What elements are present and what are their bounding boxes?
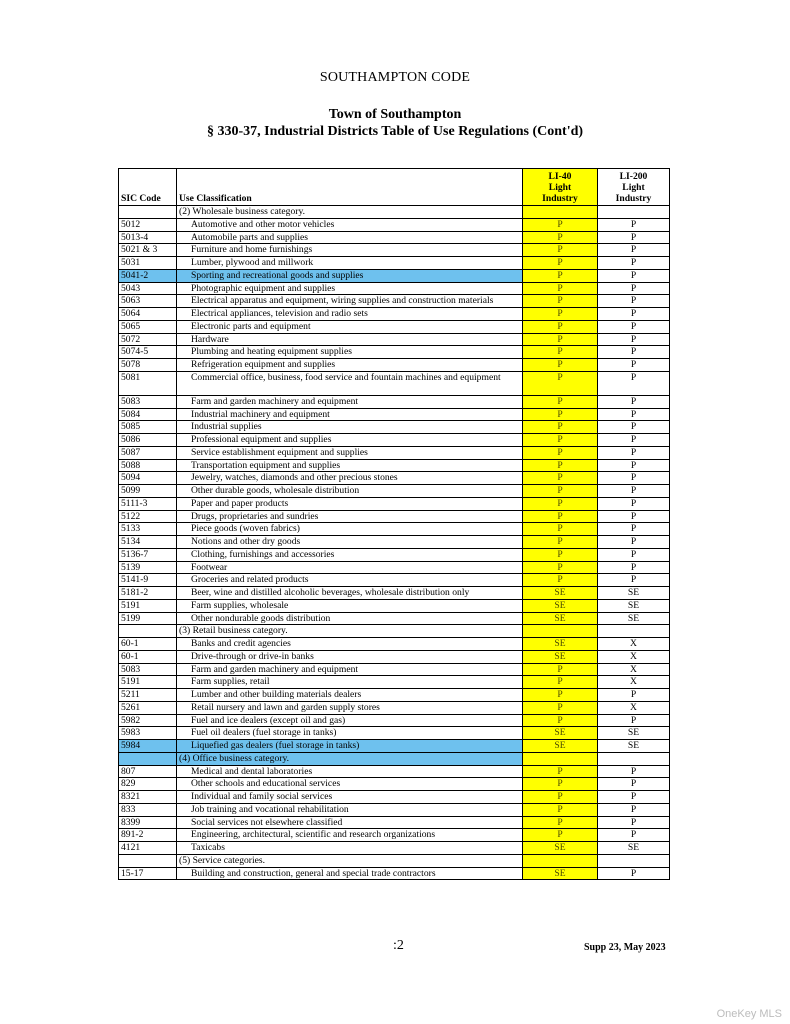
table-row bbox=[119, 561, 670, 574]
li40-cell: SE bbox=[523, 842, 598, 855]
sic-code-cell: 5139 bbox=[119, 561, 177, 574]
table-row bbox=[119, 408, 670, 421]
li200-cell: P bbox=[598, 561, 670, 574]
use-classification-cell: Lumber and other building materials dealers bbox=[177, 689, 523, 702]
li40-cell: P bbox=[523, 765, 598, 778]
sic-code-cell: 5133 bbox=[119, 523, 177, 536]
use-classification-cell: Building and construction, general and special trade contractors bbox=[177, 867, 523, 880]
use-classification-cell: Industrial machinery and equipment bbox=[177, 408, 523, 421]
li200-cell: P bbox=[598, 803, 670, 816]
li200-cell: SE bbox=[598, 842, 670, 855]
use-classification-cell: Footwear bbox=[177, 561, 523, 574]
li200-cell: P bbox=[598, 472, 670, 485]
use-classification-cell: Electrical apparatus and equipment, wiring supplies and construction materials bbox=[177, 295, 523, 308]
li200-cell: X bbox=[598, 650, 670, 663]
sic-code-cell bbox=[119, 206, 177, 219]
table-row bbox=[119, 803, 670, 816]
li200-cell: P bbox=[598, 548, 670, 561]
li40-cell: P bbox=[523, 371, 598, 395]
section-title: § 330-37, Industrial Districts Table of Use Regulations (Cont'd) bbox=[206, 124, 584, 139]
li40-cell: P bbox=[523, 320, 598, 333]
header-li200-line: LI-200 bbox=[619, 171, 648, 182]
table-row bbox=[119, 497, 670, 510]
use-classification-cell: Drugs, proprietaries and sundries bbox=[177, 510, 523, 523]
sic-code-cell: 5191 bbox=[119, 676, 177, 689]
li200-cell: SE bbox=[598, 740, 670, 753]
use-classification-cell: Piece goods (woven fabrics) bbox=[177, 523, 523, 536]
town-title: Town of Southampton bbox=[328, 107, 462, 122]
li40-cell: P bbox=[523, 574, 598, 587]
sic-code-cell: 5099 bbox=[119, 485, 177, 498]
table-row bbox=[119, 778, 670, 791]
li40-cell: P bbox=[523, 714, 598, 727]
li40-cell: P bbox=[523, 803, 598, 816]
table-row bbox=[119, 663, 670, 676]
sic-code-cell: 5021 & 3 bbox=[119, 244, 177, 257]
table-row bbox=[119, 446, 670, 459]
table-row bbox=[119, 244, 670, 257]
table-row bbox=[119, 231, 670, 244]
li40-cell: P bbox=[523, 472, 598, 485]
use-classification-cell: (3) Retail business category. bbox=[177, 625, 523, 638]
use-classification-cell: Farm and garden machinery and equipment bbox=[177, 663, 523, 676]
use-classification-cell: Automobile parts and supplies bbox=[177, 231, 523, 244]
li40-cell: P bbox=[523, 446, 598, 459]
use-classification-cell: Individual and family social services bbox=[177, 791, 523, 804]
table-row bbox=[119, 282, 670, 295]
sic-code-cell: 60-1 bbox=[119, 638, 177, 651]
category-row bbox=[119, 854, 670, 867]
li200-cell: P bbox=[598, 829, 670, 842]
li200-cell bbox=[598, 854, 670, 867]
use-classification-cell: Furniture and home furnishings bbox=[177, 244, 523, 257]
li200-cell: X bbox=[598, 663, 670, 676]
use-classification-cell: Sporting and recreational goods and supplies bbox=[177, 269, 523, 282]
sic-code-cell: 5084 bbox=[119, 408, 177, 421]
li200-cell: P bbox=[598, 308, 670, 321]
sic-code-cell: 5094 bbox=[119, 472, 177, 485]
li40-cell: P bbox=[523, 408, 598, 421]
li40-cell: SE bbox=[523, 727, 598, 740]
table-row bbox=[119, 218, 670, 231]
li200-cell: P bbox=[598, 371, 670, 395]
table-row bbox=[119, 599, 670, 612]
table-row bbox=[119, 485, 670, 498]
li40-cell: P bbox=[523, 689, 598, 702]
table-header-row bbox=[119, 169, 670, 206]
li40-cell: P bbox=[523, 218, 598, 231]
sic-code-cell: 5083 bbox=[119, 663, 177, 676]
li200-cell bbox=[598, 206, 670, 219]
sic-code-cell bbox=[119, 625, 177, 638]
li200-cell: P bbox=[598, 244, 670, 257]
supplement-label: Supp 23, May 2023 bbox=[584, 942, 666, 953]
table-row bbox=[119, 650, 670, 663]
table-row bbox=[119, 434, 670, 447]
li200-cell: SE bbox=[598, 612, 670, 625]
li40-cell: P bbox=[523, 333, 598, 346]
table-row bbox=[119, 333, 670, 346]
table-row bbox=[119, 548, 670, 561]
use-classification-cell: Other nondurable goods distribution bbox=[177, 612, 523, 625]
sic-code-cell: 5083 bbox=[119, 395, 177, 408]
code-title: SOUTHAMPTON CODE bbox=[319, 70, 471, 85]
table-row bbox=[119, 269, 670, 282]
use-classification-cell: (4) Office business category. bbox=[177, 752, 523, 765]
li200-cell: P bbox=[598, 320, 670, 333]
li40-cell: P bbox=[523, 663, 598, 676]
table-row bbox=[119, 459, 670, 472]
sic-code-cell: 5078 bbox=[119, 359, 177, 372]
sic-code-cell: 5031 bbox=[119, 257, 177, 270]
li40-cell bbox=[523, 854, 598, 867]
li40-cell: P bbox=[523, 778, 598, 791]
sic-code-cell: 5181-2 bbox=[119, 587, 177, 600]
use-classification-cell: Banks and credit agencies bbox=[177, 638, 523, 651]
table-row bbox=[119, 308, 670, 321]
category-row bbox=[119, 625, 670, 638]
li200-cell: P bbox=[598, 689, 670, 702]
use-classification-cell: Refrigeration equipment and supplies bbox=[177, 359, 523, 372]
li40-cell: P bbox=[523, 421, 598, 434]
li40-cell: SE bbox=[523, 867, 598, 880]
use-classification-cell: Jewelry, watches, diamonds and other precious stones bbox=[177, 472, 523, 485]
li200-cell: X bbox=[598, 676, 670, 689]
li40-cell bbox=[523, 206, 598, 219]
sic-code-cell: 5134 bbox=[119, 536, 177, 549]
li200-cell: P bbox=[598, 408, 670, 421]
li40-cell: P bbox=[523, 359, 598, 372]
use-classification-cell: Taxicabs bbox=[177, 842, 523, 855]
li40-cell: P bbox=[523, 459, 598, 472]
table-row bbox=[119, 510, 670, 523]
li40-cell: P bbox=[523, 244, 598, 257]
li40-cell: SE bbox=[523, 740, 598, 753]
header-li200-line: Light bbox=[622, 182, 645, 193]
use-classification-cell: Social services not elsewhere classified bbox=[177, 816, 523, 829]
li200-cell: SE bbox=[598, 587, 670, 600]
use-classification-cell: Liquefied gas dealers (fuel storage in tanks) bbox=[177, 740, 523, 753]
use-classification-cell: Lumber, plywood and millwork bbox=[177, 257, 523, 270]
table-row bbox=[119, 472, 670, 485]
use-classification-cell: Fuel and ice dealers (except oil and gas) bbox=[177, 714, 523, 727]
sic-code-cell: 5983 bbox=[119, 727, 177, 740]
table-row bbox=[119, 689, 670, 702]
li40-cell: P bbox=[523, 231, 598, 244]
use-classification-cell: Hardware bbox=[177, 333, 523, 346]
sic-code-cell: 15-17 bbox=[119, 867, 177, 880]
li200-cell: X bbox=[598, 638, 670, 651]
li200-cell: P bbox=[598, 778, 670, 791]
use-classification-cell: Notions and other dry goods bbox=[177, 536, 523, 549]
table-row bbox=[119, 791, 670, 804]
use-classification-cell: Farm and garden machinery and equipment bbox=[177, 395, 523, 408]
sic-code-cell: 5085 bbox=[119, 421, 177, 434]
use-classification-cell: Service establishment equipment and supplies bbox=[177, 446, 523, 459]
li40-cell: P bbox=[523, 434, 598, 447]
li40-cell: P bbox=[523, 346, 598, 359]
li200-cell: P bbox=[598, 421, 670, 434]
use-classification-cell: Drive-through or drive-in banks bbox=[177, 650, 523, 663]
use-classification-cell: Paper and paper products bbox=[177, 497, 523, 510]
li200-cell: P bbox=[598, 359, 670, 372]
sic-code-cell: 5982 bbox=[119, 714, 177, 727]
sic-code-cell: 5086 bbox=[119, 434, 177, 447]
li40-cell: P bbox=[523, 536, 598, 549]
sic-code-cell: 5012 bbox=[119, 218, 177, 231]
sic-code-cell: 5088 bbox=[119, 459, 177, 472]
sic-code-cell: 8321 bbox=[119, 791, 177, 804]
li200-cell: P bbox=[598, 765, 670, 778]
header-li40-line: LI-40 bbox=[548, 171, 572, 182]
table-row bbox=[119, 612, 670, 625]
li40-cell: P bbox=[523, 485, 598, 498]
sic-code-cell: 829 bbox=[119, 778, 177, 791]
category-row bbox=[119, 752, 670, 765]
table-row bbox=[119, 765, 670, 778]
li40-cell: P bbox=[523, 510, 598, 523]
sic-code-cell: 5136-7 bbox=[119, 548, 177, 561]
use-classification-cell: Other durable goods, wholesale distribution bbox=[177, 485, 523, 498]
use-regulations-table bbox=[118, 168, 670, 880]
sic-code-cell: 5064 bbox=[119, 308, 177, 321]
sic-code-cell: 5043 bbox=[119, 282, 177, 295]
sic-code-cell: 60-1 bbox=[119, 650, 177, 663]
li40-cell: P bbox=[523, 395, 598, 408]
use-classification-cell: Plumbing and heating equipment supplies bbox=[177, 346, 523, 359]
li40-cell: P bbox=[523, 701, 598, 714]
use-classification-cell: Other schools and educational services bbox=[177, 778, 523, 791]
sic-code-cell: 5122 bbox=[119, 510, 177, 523]
li40-cell: P bbox=[523, 791, 598, 804]
header-li200 bbox=[598, 169, 670, 206]
li200-cell: SE bbox=[598, 727, 670, 740]
header-li40-line: Industry bbox=[542, 193, 578, 204]
li40-cell: P bbox=[523, 561, 598, 574]
header-li40-line: Light bbox=[548, 182, 572, 193]
li40-cell: P bbox=[523, 308, 598, 321]
use-classification-cell: Photographic equipment and supplies bbox=[177, 282, 523, 295]
table-row bbox=[119, 536, 670, 549]
table-row bbox=[119, 346, 670, 359]
sic-code-cell: 4121 bbox=[119, 842, 177, 855]
li200-cell: P bbox=[598, 510, 670, 523]
use-classification-cell: (2) Wholesale business category. bbox=[177, 206, 523, 219]
sic-code-cell: 5074-5 bbox=[119, 346, 177, 359]
li40-cell: SE bbox=[523, 587, 598, 600]
sic-code-cell: 5984 bbox=[119, 740, 177, 753]
sic-code-cell: 8399 bbox=[119, 816, 177, 829]
table-row bbox=[119, 320, 670, 333]
sic-code-cell: 5041-2 bbox=[119, 269, 177, 282]
use-classification-cell: Farm supplies, wholesale bbox=[177, 599, 523, 612]
table-row bbox=[119, 395, 670, 408]
use-classification-cell: Electrical appliances, television and radio sets bbox=[177, 308, 523, 321]
use-classification-cell: Job training and vocational rehabilitation bbox=[177, 803, 523, 816]
li40-cell: P bbox=[523, 497, 598, 510]
li40-cell: P bbox=[523, 295, 598, 308]
table-row bbox=[119, 523, 670, 536]
use-classification-cell: Clothing, furnishings and accessories bbox=[177, 548, 523, 561]
li200-cell: P bbox=[598, 346, 670, 359]
li200-cell bbox=[598, 625, 670, 638]
header-li200-line: Industry bbox=[615, 193, 652, 204]
li200-cell: P bbox=[598, 395, 670, 408]
li200-cell: P bbox=[598, 434, 670, 447]
table-row bbox=[119, 371, 670, 395]
use-classification-cell: Automotive and other motor vehicles bbox=[177, 218, 523, 231]
table-row bbox=[119, 714, 670, 727]
li200-cell: P bbox=[598, 714, 670, 727]
use-classification-cell: (5) Service categories. bbox=[177, 854, 523, 867]
li200-cell: SE bbox=[598, 599, 670, 612]
use-classification-cell: Beer, wine and distilled alcoholic beverages, wholesale distribution only bbox=[177, 587, 523, 600]
use-classification-cell: Groceries and related products bbox=[177, 574, 523, 587]
use-classification-cell: Engineering, architectural, scientific and research organizations bbox=[177, 829, 523, 842]
page-number: :2 bbox=[393, 938, 404, 953]
li200-cell: P bbox=[598, 459, 670, 472]
table-row bbox=[119, 676, 670, 689]
sic-code-cell: 5199 bbox=[119, 612, 177, 625]
sic-code-cell bbox=[119, 854, 177, 867]
use-classification-cell: Industrial supplies bbox=[177, 421, 523, 434]
use-classification-cell: Fuel oil dealers (fuel storage in tanks) bbox=[177, 727, 523, 740]
li200-cell: P bbox=[598, 791, 670, 804]
sic-code-cell: 5111-3 bbox=[119, 497, 177, 510]
li200-cell: P bbox=[598, 295, 670, 308]
use-classification-cell: Commercial office, business, food service and fountain machines and equipment bbox=[177, 371, 523, 395]
li40-cell: SE bbox=[523, 612, 598, 625]
watermark: OneKey MLS bbox=[716, 1008, 782, 1020]
table-row bbox=[119, 574, 670, 587]
table-row bbox=[119, 842, 670, 855]
sic-code-cell: 891-2 bbox=[119, 829, 177, 842]
table-row bbox=[119, 295, 670, 308]
use-classification-cell: Farm supplies, retail bbox=[177, 676, 523, 689]
li200-cell: P bbox=[598, 446, 670, 459]
li40-cell bbox=[523, 752, 598, 765]
table-row bbox=[119, 701, 670, 714]
li200-cell: P bbox=[598, 282, 670, 295]
header-sic-code: SIC Code bbox=[119, 169, 177, 206]
table-row bbox=[119, 816, 670, 829]
li200-cell: P bbox=[598, 333, 670, 346]
li200-cell: P bbox=[598, 485, 670, 498]
li200-cell: P bbox=[598, 523, 670, 536]
sic-code-cell: 5191 bbox=[119, 599, 177, 612]
li40-cell bbox=[523, 625, 598, 638]
li200-cell: P bbox=[598, 816, 670, 829]
table-row bbox=[119, 829, 670, 842]
category-row bbox=[119, 206, 670, 219]
table-row bbox=[119, 257, 670, 270]
sic-code-cell: 833 bbox=[119, 803, 177, 816]
use-classification-cell: Professional equipment and supplies bbox=[177, 434, 523, 447]
li200-cell: P bbox=[598, 574, 670, 587]
table-row bbox=[119, 421, 670, 434]
sic-code-cell: 5141-9 bbox=[119, 574, 177, 587]
li200-cell: X bbox=[598, 701, 670, 714]
li200-cell: P bbox=[598, 497, 670, 510]
sic-code-cell: 5261 bbox=[119, 701, 177, 714]
li40-cell: P bbox=[523, 829, 598, 842]
li40-cell: P bbox=[523, 816, 598, 829]
table-row bbox=[119, 867, 670, 880]
use-classification-cell: Electronic parts and equipment bbox=[177, 320, 523, 333]
header-li40 bbox=[523, 169, 598, 206]
li40-cell: P bbox=[523, 282, 598, 295]
li40-cell: P bbox=[523, 257, 598, 270]
sic-code-cell bbox=[119, 752, 177, 765]
sic-code-cell: 5072 bbox=[119, 333, 177, 346]
sic-code-cell: 5081 bbox=[119, 371, 177, 395]
li200-cell: P bbox=[598, 536, 670, 549]
li40-cell: P bbox=[523, 548, 598, 561]
sic-code-cell: 5063 bbox=[119, 295, 177, 308]
li40-cell: SE bbox=[523, 599, 598, 612]
table-row bbox=[119, 740, 670, 753]
sic-code-cell: 5211 bbox=[119, 689, 177, 702]
sic-code-cell: 5087 bbox=[119, 446, 177, 459]
li40-cell: P bbox=[523, 676, 598, 689]
sic-code-cell: 5013-4 bbox=[119, 231, 177, 244]
use-classification-cell: Retail nursery and lawn and garden supply stores bbox=[177, 701, 523, 714]
li200-cell: P bbox=[598, 867, 670, 880]
table-row bbox=[119, 727, 670, 740]
li40-cell: SE bbox=[523, 650, 598, 663]
li200-cell: P bbox=[598, 269, 670, 282]
li200-cell: P bbox=[598, 231, 670, 244]
li40-cell: P bbox=[523, 523, 598, 536]
table-row bbox=[119, 638, 670, 651]
li40-cell: P bbox=[523, 269, 598, 282]
sic-code-cell: 807 bbox=[119, 765, 177, 778]
li200-cell: P bbox=[598, 257, 670, 270]
table-row bbox=[119, 587, 670, 600]
li40-cell: SE bbox=[523, 638, 598, 651]
use-classification-cell: Medical and dental laboratories bbox=[177, 765, 523, 778]
li200-cell: P bbox=[598, 218, 670, 231]
use-classification-cell: Transportation equipment and supplies bbox=[177, 459, 523, 472]
table-row bbox=[119, 359, 670, 372]
sic-code-cell: 5065 bbox=[119, 320, 177, 333]
table-body bbox=[119, 206, 670, 880]
li200-cell bbox=[598, 752, 670, 765]
header-use-classification: Use Classification bbox=[177, 169, 523, 206]
